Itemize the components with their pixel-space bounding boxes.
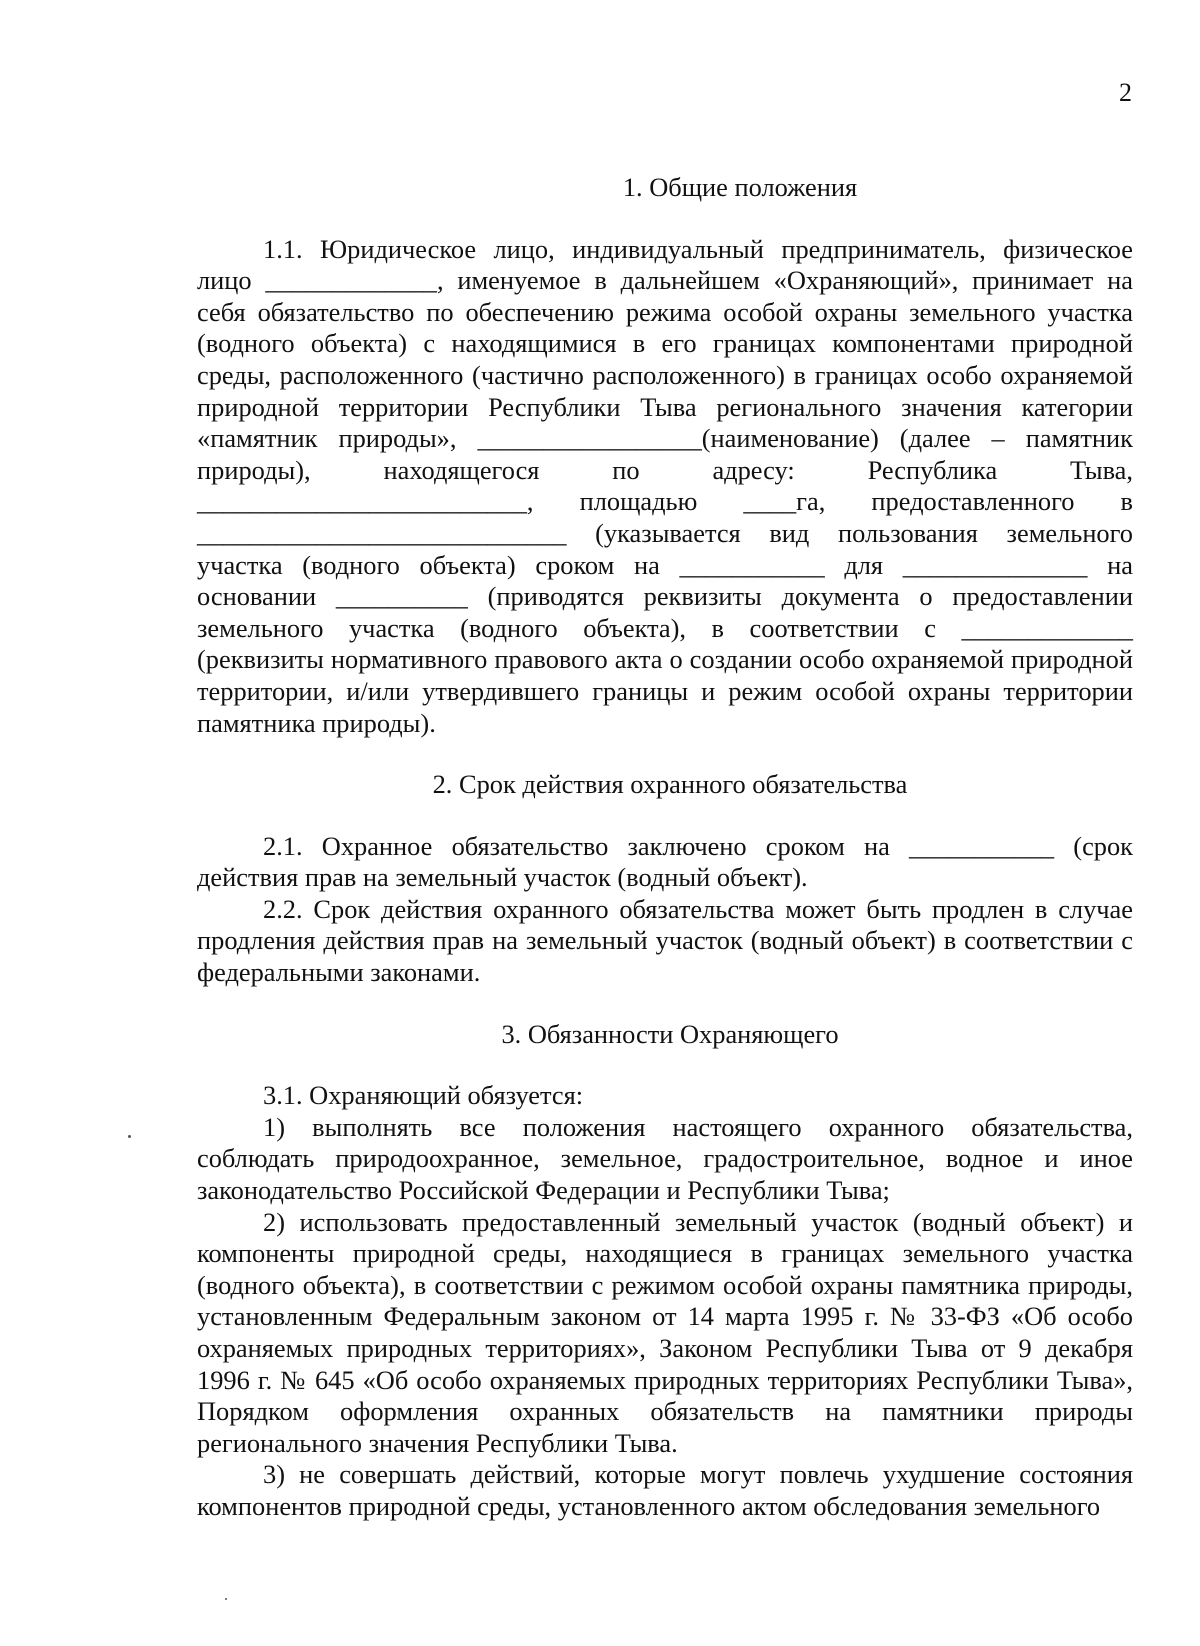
scan-speck [225,1598,227,1600]
paragraph-1-1: 1.1. Юридическое лицо, индивидуальный предприниматель, физическое лицо _____________, именуемое в дальнейшем «Охраняющий», принимает на себя обязательство по обеспечению режима особой охраны земельного участка (водного объекта) с находящимися в его границах компонентами природной среды, расположенного (частично расположенного) в границах особо охраняемой природной территории Республики Тыва регионального значения категории «памятник природы», _________________(наименование) (далее – памятник природы), находящегося по адресу: Республика Тыва, _________________________, площадью ____га, предоставленного в ____________________________ (указывается вид пользования земельного участка (водного объекта) сроком на ___________ для ______________ на основании __________ (приводятся реквизиты документа о предоставлении земельного участка (водного объекта), в соответствии с _____________ (реквизиты нормативного правового акта о создании особо охраняемой природной территории, и/или утвердившего границы и режим особой охраны территории памятника природы). [197,233,1133,738]
page-number: 2 [1119,78,1132,107]
paragraph-3-1-item-2: 2) использовать предоставленный земельный участок (водный объект) и компоненты природной среды, находящиеся в границах земельного участка (водного объекта), в соответствии с режимом особой охраны памятника природы, установленным Федеральным законом от 14 марта 1995 г. № 33-ФЗ «Об особо охраняемых природных территориях», Законом Республики Тыва от 9 декабря 1996 г. № 645 «Об особо охраняемых природных территориях Республики Тыва», Порядком оформления охранных обязательств на памятники природы регионального значения Республики Тыва. [197,1206,1133,1458]
section-3-heading: 3. Обязанности Охраняющего [501,1018,839,1049]
document-body [197,172,1133,1523]
paragraph-3-1-item-3: 3) не совершать действий, которые могут повлечь ухудшение состояния компонентов природной среды, установленного актом обследования земельного [197,1459,1133,1521]
paragraph-3-1-item-1: 1) выполнять все положения настоящего охранного обязательства, соблюдать природоохранное, земельное, градостроительное, водное и иное законодательство Российской Федерации и Республики Тыва; [197,1111,1133,1206]
paragraph-3-1: 3.1. Охраняющий обязуется: [263,1080,584,1111]
paragraph-2-2: 2.2. Срок действия охранного обязательства может быть продлен в случае продления действия прав на земельный участок (водный объект) в соответствии с федеральными законами. [197,893,1133,988]
section-1-heading: 1. Общие положения [622,172,858,202]
section-2-heading: 2. Срок действия охранного обязательства [432,769,908,800]
scan-speck [128,1135,131,1138]
paragraph-2-1: 2.1. Охранное обязательство заключено сроком на ___________ (срок действия прав на земельный участок (водный объект). [197,830,1133,893]
